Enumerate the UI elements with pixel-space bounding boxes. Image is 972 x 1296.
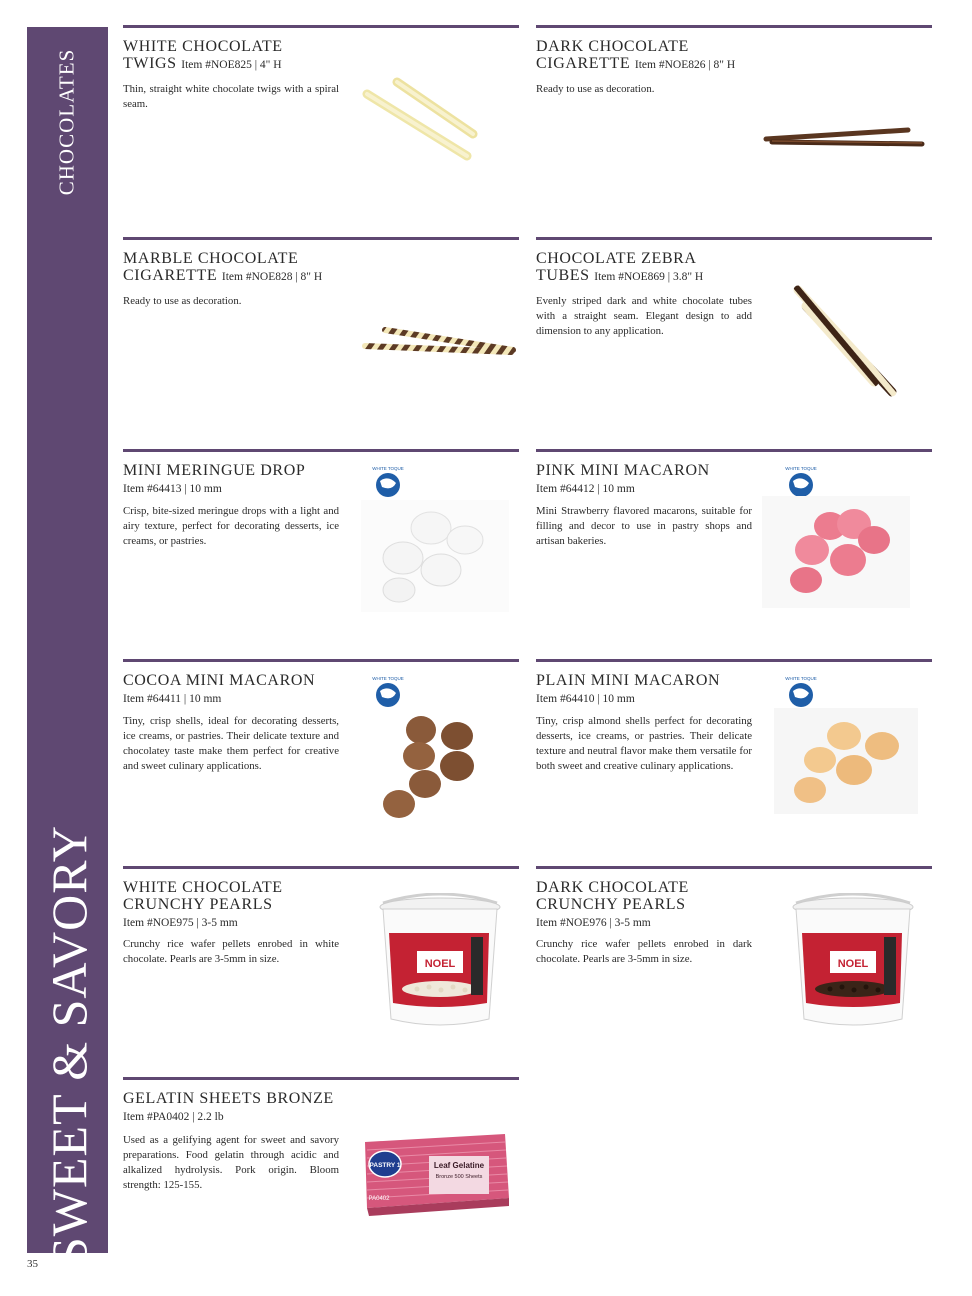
product-size: 4" H — [259, 59, 282, 71]
product-description: Tiny, crisp almond shells perfect for decorating desserts, ice creams, or pastries. Their delicate texture and neutral flavor make them versatile for both sweet and creative culinary applications. — [536, 715, 752, 772]
product-name-line1: PINK MINI MACARON — [536, 462, 710, 479]
product-name-line2: CRUNCHY PEARLS — [123, 896, 273, 913]
product-name-line1: DARK CHOCOLATE — [536, 879, 689, 896]
product-item-number: Item #64413 — [123, 483, 182, 495]
product-item-number: Item #64410 — [536, 693, 595, 705]
product-size: 10 mm — [602, 483, 635, 495]
product-meta: Item #64412 | 10 mm — [536, 483, 635, 495]
product-title — [536, 250, 776, 286]
product-name-line1: GELATIN SHEETS BRONZE — [123, 1090, 334, 1107]
product-name-line1: MINI MERINGUE DROP — [123, 462, 306, 479]
product-description: Thin, straight white chocolate twigs with a spiral seam. — [123, 83, 339, 110]
meringue-image — [361, 500, 509, 612]
package-product-text: Leaf Gelatine — [433, 1161, 485, 1170]
white-toque-logo-icon — [371, 464, 405, 498]
product-card-cocoa-mini-macaron — [123, 659, 519, 857]
product-title — [536, 879, 776, 913]
product-name-line1: WHITE CHOCOLATE — [123, 879, 283, 896]
product-description: Crisp, bite-sized meringue drops with a light and airy texture, perfect for decorating desserts, ice creams, or pastries. — [123, 505, 339, 547]
product-size: 3-5 mm — [201, 917, 238, 929]
product-card-mini-meringue-drop — [123, 449, 519, 647]
product-card-marble-chocolate-cigarette — [123, 237, 519, 435]
brand-mark-text: WHITE TOQUE — [372, 676, 404, 681]
product-item-number: Item #NOE828 — [221, 271, 293, 283]
product-name-line2: CIGARETTE — [536, 55, 631, 72]
product-card-pink-mini-macaron — [536, 449, 932, 647]
product-meta: Item #NOE825 | 4" H — [181, 59, 282, 71]
product-name-line1: COCOA MINI MACARON — [123, 672, 316, 689]
pink-macaron-image — [762, 496, 910, 608]
package-brand-text: PASTRY 1 — [369, 1162, 401, 1169]
product-card-white-chocolate-crunchy-pearls — [123, 866, 519, 1064]
product-card-chocolate-zebra-tubes — [536, 237, 932, 435]
brand-mark-text: WHITE TOQUE — [372, 466, 404, 471]
product-title — [123, 1090, 363, 1107]
product-item-number: Item #PA0402 — [123, 1111, 190, 1123]
zebra-tubes-image — [788, 282, 908, 402]
product-card-dark-chocolate-crunchy-pearls — [536, 866, 932, 1064]
white-pearls-tub-image — [377, 893, 503, 1027]
product-item-number: Item #64412 — [536, 483, 595, 495]
product-description: Ready to use as decoration. — [536, 83, 655, 95]
product-size: 3.8" H — [672, 271, 704, 283]
product-size: 10 mm — [189, 693, 222, 705]
product-size: 10 mm — [602, 693, 635, 705]
product-name-line1: CHOCOLATE ZEBRA — [536, 250, 697, 267]
product-name-line1: DARK CHOCOLATE — [536, 38, 689, 55]
product-title — [123, 672, 363, 689]
product-name-line2: TWIGS — [123, 55, 177, 72]
product-description: Used as a gelifying agent for sweet and savory preparations. Food gelatin through acidic and alkalized hydrolysis. Pork origin. Bloom strength: 125-155. — [123, 1134, 339, 1191]
product-description: Ready to use as decoration. — [123, 295, 242, 307]
product-meta: Item #NOE826 | 8" H — [634, 59, 736, 71]
product-card-dark-chocolate-cigarette — [536, 25, 932, 223]
sidebar-category — [27, 27, 108, 207]
product-description: Crunchy rice wafer pellets enrobed in white chocolate. Pearls are 3-5mm in size. — [123, 938, 339, 965]
brand-mark-text: WHITE TOQUE — [785, 676, 817, 681]
product-name-line1: PLAIN MINI MACARON — [536, 672, 721, 689]
product-item-number: Item #NOE976 — [536, 917, 607, 929]
white-toque-logo-icon — [784, 464, 818, 498]
product-name-line1: MARBLE CHOCOLATE — [123, 250, 299, 267]
gelatin-box-image — [355, 1128, 515, 1218]
product-description: Crunchy rice wafer pellets enrobed in dark chocolate. Pearls are 3-5mm in size. — [536, 938, 752, 965]
product-name-line2: CIGARETTE — [123, 267, 218, 284]
cocoa-macaron-image — [373, 712, 483, 822]
product-item-number: Item #NOE869 — [594, 271, 665, 283]
product-name-line2: CRUNCHY PEARLS — [536, 896, 686, 913]
product-card-gelatin-sheets-bronze — [123, 1077, 519, 1275]
brand-mark-text: WHITE TOQUE — [785, 466, 817, 471]
product-title — [536, 462, 776, 479]
product-meta: Item #64411 | 10 mm — [123, 693, 222, 705]
product-size: 2.2 lb — [197, 1111, 224, 1123]
white-toque-logo-icon — [784, 674, 818, 708]
page-number: 35 — [27, 1258, 38, 1270]
product-meta: Item #NOE976 | 3-5 mm — [536, 917, 651, 929]
plain-macaron-image — [774, 708, 918, 814]
product-description: Tiny, crisp shells, ideal for decorating desserts, ice creams, or pastries. Their delicate texture and chocolatey taste make them perfect for creative and sweet culinary applications. — [123, 715, 339, 772]
package-brand-text: NOEL — [837, 958, 869, 970]
product-name-line2: TUBES — [536, 267, 590, 284]
dark-pearls-tub-image — [790, 893, 916, 1027]
product-title — [536, 672, 776, 689]
package-brand-text: NOEL — [424, 958, 456, 970]
product-card-white-chocolate-twigs — [123, 25, 519, 223]
product-size: 10 mm — [189, 483, 222, 495]
product-meta: Item #NOE828 | 8" H — [221, 271, 323, 283]
product-size: 8" H — [713, 59, 736, 71]
sidebar-category-label: CHOCOLATES — [54, 48, 79, 196]
product-item-number: Item #NOE975 — [123, 917, 194, 929]
product-meta: Item #64413 | 10 mm — [123, 483, 222, 495]
product-item-number: Item #NOE825 — [181, 59, 252, 71]
product-description: Mini Strawberry flavored macarons, suitable for filling and decor to use in pastry shops and artisan bakeries. — [536, 505, 752, 547]
white-twigs-image — [355, 72, 495, 172]
product-description: Evenly striped dark and white chocolate tubes with a straight seam. Elegant design to add dimension to any application. — [536, 295, 752, 337]
product-meta: Item #64410 | 10 mm — [536, 693, 635, 705]
product-title — [123, 879, 363, 913]
product-meta: Item #NOE869 | 3.8" H — [594, 271, 704, 283]
product-meta: Item #PA0402 | 2.2 lb — [123, 1111, 224, 1123]
package-code-text: PA0402 — [368, 1196, 390, 1202]
product-title — [123, 38, 363, 74]
sidebar-section-label: SWEET & SAVORY — [41, 824, 97, 1266]
package-product-subtext: Bronze 500 Sheets — [435, 1174, 483, 1180]
product-card-plain-mini-macaron — [536, 659, 932, 857]
product-name-line1: WHITE CHOCOLATE — [123, 38, 283, 55]
product-size: 8" H — [300, 271, 323, 283]
product-item-number: Item #NOE826 — [634, 59, 706, 71]
product-title — [123, 250, 363, 286]
product-title — [123, 462, 363, 479]
product-size: 3-5 mm — [614, 917, 651, 929]
product-meta: Item #NOE975 | 3-5 mm — [123, 917, 238, 929]
product-title — [536, 38, 776, 74]
marble-cigarette-image — [361, 320, 521, 360]
white-toque-logo-icon — [371, 674, 405, 708]
product-item-number: Item #64411 — [123, 693, 182, 705]
dark-cigarette-image — [762, 122, 927, 152]
